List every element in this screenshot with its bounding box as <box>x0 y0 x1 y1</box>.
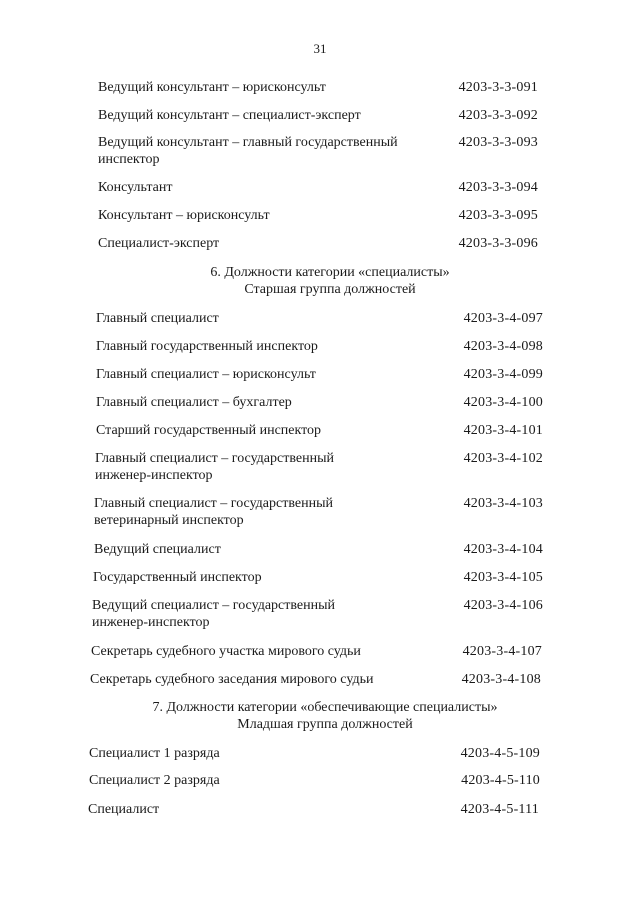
position-code: 4203-3-3-093 <box>458 135 538 150</box>
position-title: Главный специалист – бухгалтер <box>96 395 292 410</box>
position-code: 4203-3-3-096 <box>458 236 538 251</box>
position-title: Консультант <box>98 180 173 195</box>
position-code: 4203-3-4-101 <box>463 423 543 438</box>
position-code: 4203-4-5-110 <box>461 773 540 788</box>
position-title: Ведущий консультант – юрисконсульт <box>98 80 326 95</box>
position-title: Государственный инспектор <box>93 570 262 585</box>
position-code: 4203-3-3-094 <box>458 180 538 195</box>
position-title: Консультант – юрисконсульт <box>98 208 270 223</box>
position-code: 4203-3-4-099 <box>463 367 543 382</box>
position-code: 4203-3-4-097 <box>463 311 543 326</box>
position-code: 4203-3-4-102 <box>463 451 543 466</box>
section-title: 6. Должности категории «специалисты» <box>210 265 450 280</box>
section-heading <box>90 264 570 298</box>
section-heading <box>85 699 565 733</box>
position-code: 4203-3-4-106 <box>463 598 543 613</box>
position-title: Секретарь судебного заседания мирового судьи <box>90 672 374 687</box>
position-code: 4203-4-5-109 <box>460 746 540 761</box>
position-code: 4203-3-3-095 <box>458 208 538 223</box>
section-title: 7. Должности категории «обеспечивающие специалисты» <box>152 700 498 715</box>
position-title: Специалист <box>88 802 160 817</box>
position-code: 4203-3-3-092 <box>458 108 538 123</box>
position-title: Главный специалист – юрисконсульт <box>96 367 316 382</box>
position-title: Специалист-эксперт <box>98 236 220 251</box>
section-subtitle: Младшая группа должностей <box>237 717 413 732</box>
position-code: 4203-3-4-100 <box>463 395 543 410</box>
position-title: Главный специалист – государственный инженер-инспектор <box>95 451 334 483</box>
position-title: Ведущий консультант – главный государственный инспектор <box>98 135 398 167</box>
position-code: 4203-3-4-105 <box>463 570 543 585</box>
position-code: 4203-3-4-108 <box>461 672 541 687</box>
page-number: 31 <box>313 41 327 56</box>
position-title: Ведущий специалист <box>94 542 221 557</box>
position-code: 4203-3-3-091 <box>458 80 538 95</box>
position-code: 4203-3-4-107 <box>462 644 542 659</box>
position-code: 4203-3-4-104 <box>463 542 543 557</box>
position-code: 4203-4-5-111 <box>460 802 539 817</box>
position-title: Главный государственный инспектор <box>96 339 318 354</box>
position-title: Ведущий консультант – специалист-эксперт <box>98 108 361 123</box>
position-title: Специалист 2 разряда <box>89 773 220 788</box>
position-title: Ведущий специалист – государственный инженер-инспектор <box>92 598 335 630</box>
position-code: 4203-3-4-098 <box>463 339 543 354</box>
position-code: 4203-3-4-103 <box>463 496 543 511</box>
section-subtitle: Старшая группа должностей <box>244 282 416 297</box>
position-title: Старший государственный инспектор <box>96 423 322 438</box>
position-title: Главный специалист – государственный ветеринарный инспектор <box>94 496 333 528</box>
position-title: Главный специалист <box>96 311 219 326</box>
position-title: Секретарь судебного участка мирового судьи <box>91 644 361 659</box>
position-title: Специалист 1 разряда <box>89 746 220 761</box>
